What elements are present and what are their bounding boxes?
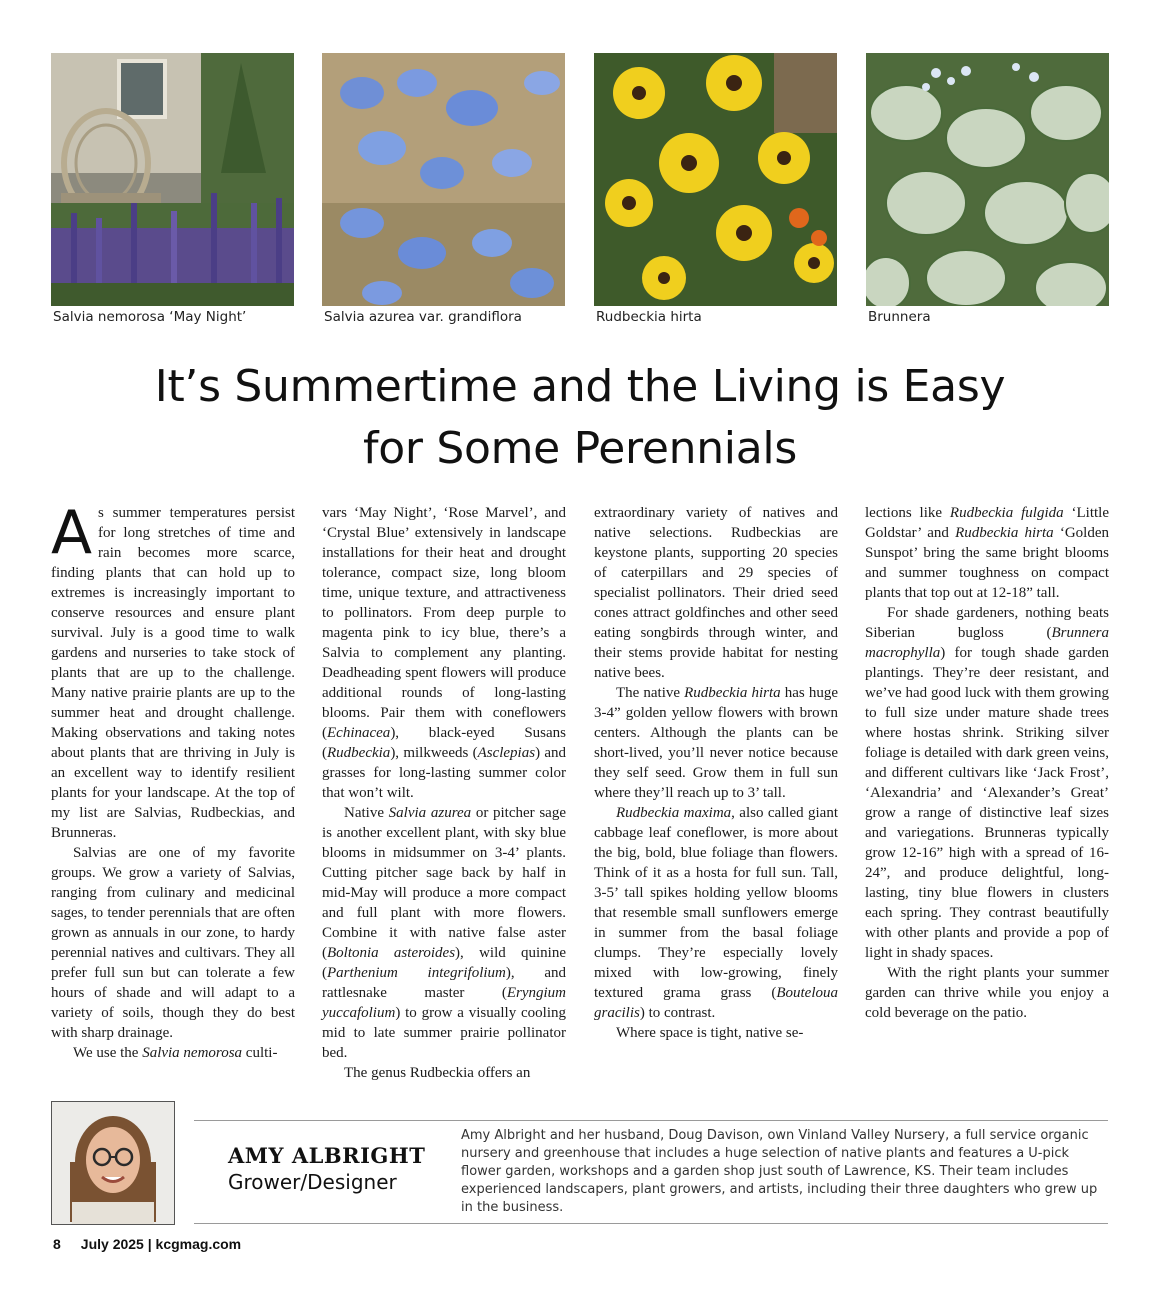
paragraph: We use the Salvia nemorosa culti-	[73, 1045, 278, 1061]
article-column-3	[594, 503, 838, 1043]
paragraph: Salvias are one of my favorite groups. We grow a variety of Salvias, ranging from culinary and medicinal sages, to tender perennials that are often grown as annuals in our zone, to hardy perennial natives and cultivars. They all prefer full sun but can tolerate a few hours of shade and will adapt to a variety of soils, though they do best with sharp drainage.	[51, 845, 295, 1041]
article-column-2	[322, 503, 566, 1083]
paragraph: lections like Rudbeckia fulgida ‘Little Goldstar’ and Rudbeckia hirta ‘Golden Sunspot’ bring the same bright blooms and summer toughness on compact plants that top out at 12-18” tall.	[865, 505, 1109, 601]
photo-brunnera	[866, 53, 1109, 325]
article-headline	[30, 356, 1130, 480]
bio-bottom-rule	[194, 1223, 1108, 1224]
paragraph: Rudbeckia maxima, also called giant cabbage leaf coneflower, is more about the big, bold, blue foliage than flowers. Think of it as a hosta for full sun. Tall, 3-5’ tall spikes holding yellow blooms that resemble small sunflowers emerge in summer from the basal foliage clumps. They’re especially lovely mixed with low-growing, finely textured grama grass (Bouteloua gracilis) to contrast.	[594, 805, 838, 1021]
article-column-1	[51, 498, 295, 1063]
photo-rudbeckia-hirta	[594, 53, 837, 325]
salvia-azurea-photo	[322, 53, 565, 306]
author-name: AMY ALBRIGHT	[228, 1143, 426, 1168]
paragraph: extraordinary variety of natives and native selections. Rudbeckias are keystone plants, supporting 20 species of caterpillars and 29 species of specialist pollinators. Their dried seed cones attract goldfinches and other seed eating songbirds through winter, and their stems provide habitat for nesting native bees.	[594, 505, 838, 681]
author-role: Grower/Designer	[228, 1170, 397, 1194]
photo-salvia-azurea	[322, 53, 565, 325]
avatar	[51, 1101, 175, 1225]
paragraph: For shade gardeners, nothing beats Siberian bugloss (Brunnera macrophylla) for tough shade garden plantings. They’re deer resistant, and we’ve had good luck with them growing to full size under mature shade trees where hostas shrink. Striking silver foliage is detailed with dark green veins, and different cultivars like ‘Jack Frost’, ‘Alexandria’ and ‘Alexander’s Great’ grow a range of distinctive leaf sizes and variegations. Brunneras typically grow 12-16” high with a spread of 16-24”, and produce delightful, long-lasting, tiny blue flowers in clusters each spring. They contrast beautifully with other plants and provide a pop of light in shady spaces.	[865, 605, 1109, 961]
paragraph: Where space is tight, native se-	[616, 1025, 804, 1041]
brunnera-photo	[866, 53, 1109, 306]
paragraph: Native Salvia azurea or pitcher sage is another excellent plant, with sky blue blooms in midsummer on 3-4’ plants. Cutting pitcher sage back by half in mid-May will produce a more compact and full plant with more flowers. Combine it with native false aster (Boltonia asteroides), wild quinine (Parthenium integrifolium), and rattlesnake master (Eryngium yuccafolium) to grow a visually cooling mid to late summer prairie pollinator bed.	[322, 805, 566, 1061]
bio-top-rule	[194, 1120, 1108, 1121]
author-bio: Amy Albright and her husband, Doug Davison, own Vinland Valley Nursery, a full service organic nursery and greenhouse that includes a huge selection of native plants and features a U-pick flower garden, workshops and a garden shop just south of Lawrence, KS. Their team includes experienced landscapers, plant growers, and artists, including their three daughters who grew up in the business.	[461, 1128, 1098, 1215]
rudbeckia-photo	[594, 53, 837, 306]
photo-caption: Brunnera	[868, 309, 931, 325]
paragraph: vars ‘May Night’, ‘Rose Marvel’, and ‘Crystal Blue’ extensively in landscape installations for their heat and drought tolerance, compact size, long bloom time, unique texture, and attractiveness to pollinators. From deep purple to magenta pink to icy blue, there’s a Salvia to complement any planting. Deadheading spent flowers will produce additional rounds of long-lasting blooms. Pair them with coneflowers (Echinacea), black-eyed Susans (Rudbeckia), milkweeds (Asclepias) and grasses for long-lasting summer color that won’t wilt.	[322, 505, 566, 801]
drop-cap: A	[51, 498, 93, 568]
photo-salvia-may-night	[51, 53, 294, 325]
paragraph: The genus Rudbeckia offers an	[344, 1065, 531, 1081]
page-footer	[53, 1236, 241, 1252]
photo-caption: Salvia nemorosa ‘May Night’	[53, 309, 247, 325]
photo-caption: Rudbeckia hirta	[596, 309, 702, 325]
paragraph: With the right plants your summer garden can thrive while you enjoy a cold beverage on the patio.	[865, 965, 1109, 1021]
paragraph: The native Rudbeckia hirta has huge 3-4” golden yellow flowers with brown centers. Although the plants can be short-lived, you’ll never notice because they self seed. Grow them in full sun where they’ll reach up to 3’ tall.	[594, 685, 838, 801]
headline-line-1: It’s Summertime and the Living is Easy	[154, 361, 1006, 412]
issue-info: July 2025 | kcgmag.com	[80, 1236, 242, 1252]
photo-strip	[51, 53, 1109, 333]
headline-line-2: for Some Perennials	[363, 423, 797, 474]
page-number: 8	[53, 1236, 61, 1252]
salvia-photo	[51, 53, 294, 306]
paragraph: s summer temperatures persist for long stretches of time and rain becomes more scarce, finding plants that can hold up to extremes is increasingly important to conserve resources and ensure plant survival. July is a good time to walk gardens and nurseries to take stock of plants that are up to the challenge. Many native prairie plants are up to the summer heat and drought challenge. Making observations and taking notes about plants that are thriving in July is an excellent way to identify resilient plants for your landscape. At the top of my list are Salvias, Rudbeckias, and Brunneras.	[51, 505, 295, 841]
article-column-4	[865, 503, 1109, 1023]
photo-caption: Salvia azurea var. grandiflora	[324, 309, 522, 325]
